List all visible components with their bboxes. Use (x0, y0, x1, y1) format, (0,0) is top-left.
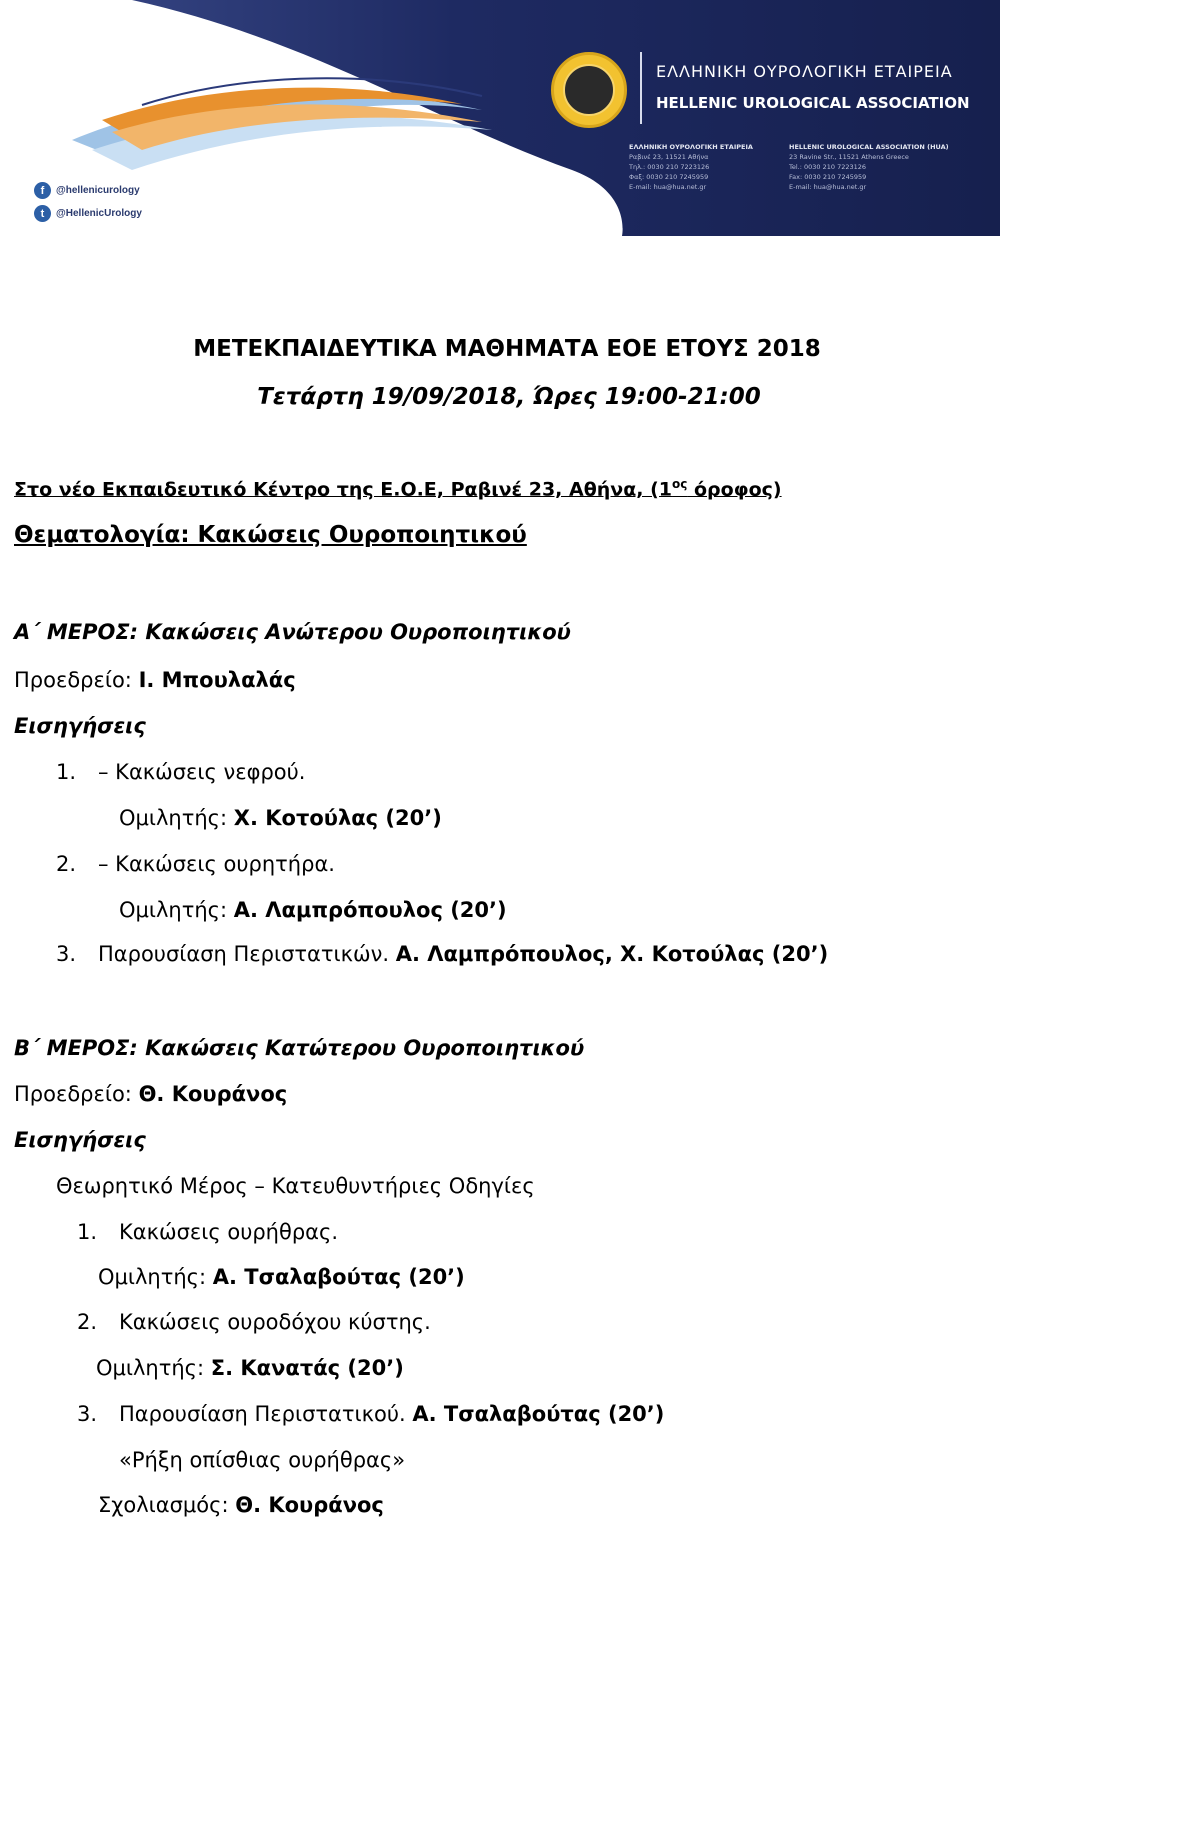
item-text: Κακώσεις ουροδόχου κύστης. (119, 1310, 431, 1334)
address-block-english (789, 142, 949, 192)
address-line: E-mail: hua@hua.net.gr (629, 183, 707, 191)
item-number: 1. (56, 760, 77, 784)
address-heading-english: HELLENIC UROLOGICAL ASSOCIATION (HUA) (789, 143, 949, 151)
speaker-label: Ομιλητής: (119, 806, 234, 830)
chair-name: Ι. Μπουλαλάς (138, 668, 296, 692)
item-number: 1. (77, 1220, 98, 1244)
speaker-line (96, 1356, 404, 1380)
speaker-name: Α. Λαμπρόπουλος, Χ. Κοτούλας (20’) (395, 942, 829, 966)
facebook-handle-text: @hellenicurology (56, 185, 140, 196)
list-item (77, 1310, 431, 1334)
list-item (77, 1402, 664, 1426)
item-number: 3. (77, 1402, 98, 1426)
item-text: – Κακώσεις νεφρού. (98, 760, 306, 784)
twitter-handle (34, 205, 142, 222)
topic-heading: Θεματολογία: Κακώσεις Ουροποιητικού (14, 522, 527, 548)
speaker-name: Α. Τσαλαβούτας (20’) (212, 1265, 465, 1289)
item-text: Κακώσεις ουρήθρας. (119, 1220, 339, 1244)
address-line: Τηλ.: 0030 210 7223126 (629, 163, 710, 171)
address-line: Fax: 0030 210 7245959 (789, 173, 867, 181)
comment-line (98, 1493, 384, 1517)
case-title: «Ρήξη οπίσθιας ουρήθρας» (119, 1448, 406, 1472)
venue-superscript: ος (672, 477, 688, 491)
venue-text: Στο νέο Εκπαιδευτικό Κέντρο της Ε.Ο.Ε, Ραβινέ 23, Αθήνα, (1 (14, 478, 673, 501)
item-number: 3. (56, 942, 77, 966)
speaker-name: Α. Λαμπρόπουλος (20’) (233, 898, 507, 922)
address-line: 23 Ravine Str., 11521 Athens Greece (789, 153, 909, 161)
part-b-chair (14, 1082, 287, 1106)
item-number: 2. (56, 852, 77, 876)
twitter-handle-text: @HellenicUrology (56, 208, 142, 219)
speaker-name: Σ. Κανατάς (20’) (210, 1356, 404, 1380)
item-text: Παρουσίαση Περιστατικών. (98, 942, 396, 966)
speaker-name: Α. Τσαλαβούτας (20’) (412, 1402, 665, 1426)
venue-line (14, 477, 782, 500)
speaker-label: Ομιλητής: (96, 1356, 211, 1380)
association-seal-logo (551, 52, 627, 128)
address-block-greek (629, 142, 753, 192)
chair-name: Θ. Κουράνος (138, 1082, 288, 1106)
chair-label: Προεδρείο: (14, 668, 139, 692)
part-b-heading: Β΄ ΜΕΡΟΣ: Κακώσεις Κατώτερου Ουροποιητικού (14, 1036, 585, 1060)
list-item (56, 942, 828, 966)
speaker-label: Ομιλητής: (119, 898, 234, 922)
list-item (56, 852, 335, 876)
document-title: ΜΕΤΕΚΠΑΙΔΕΥΤΙΚΑ ΜΑΘΗΜΑΤΑ ΕΟΕ ΕΤΟΥΣ 2018 (193, 336, 821, 362)
item-text: Παρουσίαση Περιστατικού. (119, 1402, 413, 1426)
speaker-line (119, 806, 442, 830)
part-a-heading: Α΄ ΜΕΡΟΣ: Κακώσεις Ανώτερου Ουροποιητικού (14, 620, 571, 644)
org-name-greek: ΕΛΛΗΝΙΚΗ ΟΥΡΟΛΟΓΙΚΗ ΕΤΑΙΡΕΙΑ (656, 62, 953, 81)
speaker-line (119, 898, 507, 922)
chair-label: Προεδρείο: (14, 1082, 139, 1106)
facebook-icon: f (34, 182, 51, 199)
banner-divider (640, 52, 642, 124)
address-line: E-mail: hua@hua.net.gr (789, 183, 867, 191)
speaker-name: Χ. Κοτούλας (20’) (233, 806, 442, 830)
venue-text-end: όροφος) (687, 478, 782, 501)
org-name-english: HELLENIC UROLOGICAL ASSOCIATION (656, 94, 970, 112)
comment-label: Σχολιασμός: (98, 1493, 236, 1517)
facebook-handle (34, 182, 140, 199)
comment-name: Θ. Κουράνος (235, 1493, 384, 1517)
address-line: Ραβινέ 23, 11521 Αθήνα (629, 153, 709, 161)
theory-line: Θεωρητικό Μέρος – Κατευθυντήριες Οδηγίες (56, 1174, 535, 1198)
banner-wave-graphic (12, 0, 1000, 236)
speaker-label: Ομιλητής: (98, 1265, 213, 1289)
part-a-lectures-label: Εισηγήσεις (14, 714, 146, 738)
item-text: – Κακώσεις ουρητήρα. (98, 852, 335, 876)
part-b-lectures-label: Εισηγήσεις (14, 1128, 146, 1152)
list-item (56, 760, 305, 784)
address-line: Φαξ: 0030 210 7245959 (629, 173, 709, 181)
document-subtitle-date: Τετάρτη 19/09/2018, Ώρες 19:00-21:00 (257, 384, 761, 410)
part-a-chair (14, 668, 296, 692)
speaker-line (98, 1265, 465, 1289)
item-number: 2. (77, 1310, 98, 1334)
twitter-icon: t (34, 205, 51, 222)
header-banner (12, 0, 1000, 236)
address-line: Tel.: 0030 210 7223126 (789, 163, 867, 171)
list-item (77, 1220, 338, 1244)
address-heading-greek: ΕΛΛΗΝΙΚΗ ΟΥΡΟΛΟΓΙΚΗ ΕΤΑΙΡΕΙΑ (629, 143, 753, 151)
